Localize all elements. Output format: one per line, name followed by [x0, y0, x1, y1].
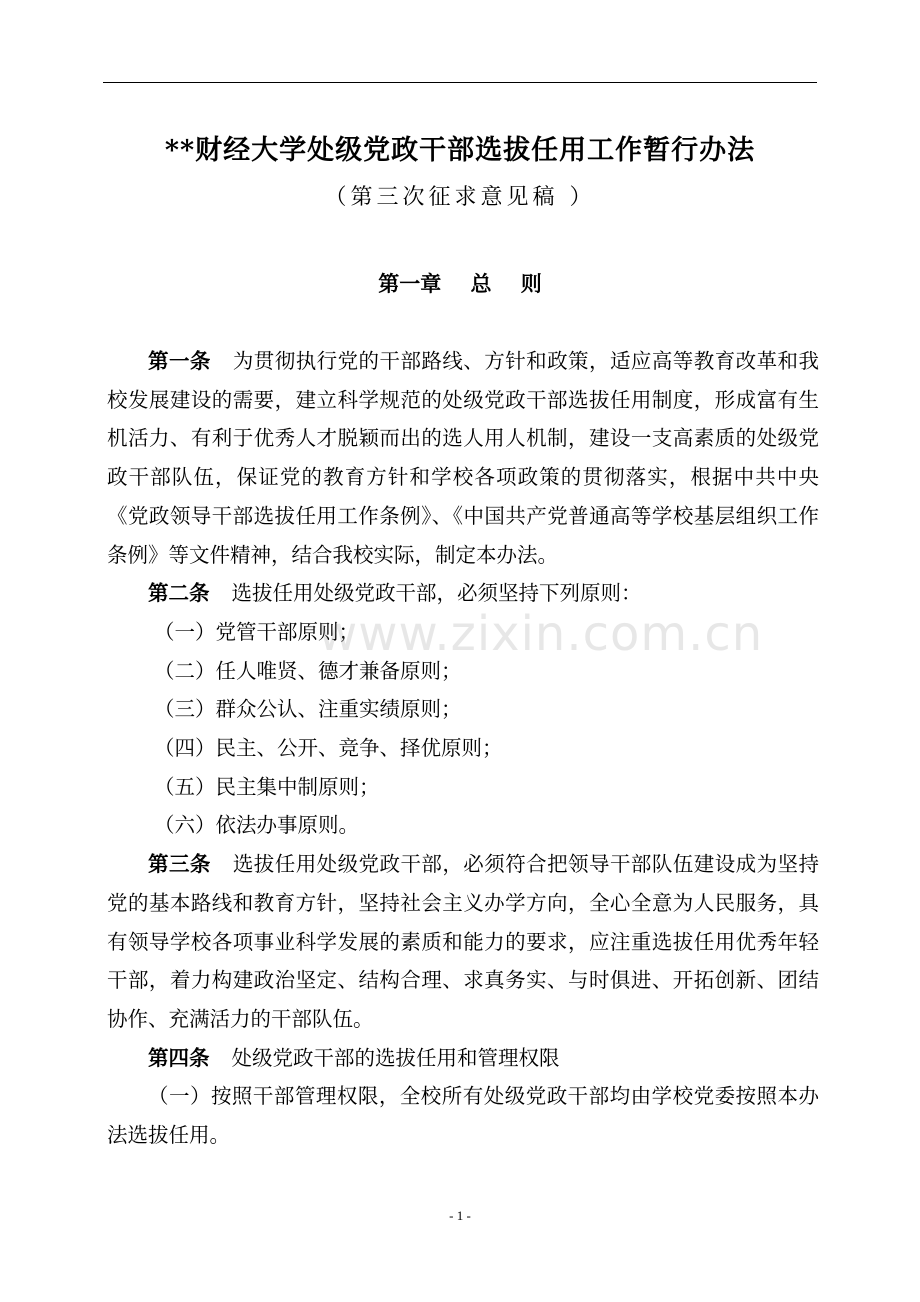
- article-2-item-5: （五）民主集中制原则；: [154, 774, 380, 799]
- article-4-item-1: （一）按照干部管理权限，全校所有处级党政干部均由学校党委按照本办法选拔任用。: [107, 1084, 819, 1148]
- header-rule: [103, 82, 817, 83]
- article-4-label: 第四条: [148, 1045, 210, 1070]
- article-1: [107, 342, 819, 574]
- article-2-item-2: （二）任人唯贤、德才兼备原则；: [154, 658, 462, 683]
- article-3: [107, 845, 819, 1039]
- article-1-text: 为贯彻执行党的干部路线、方针和政策，适应高等教育改革和我校发展建设的需要，建立科学规范的处级党政干部选拔任用制度，形成富有生机活力、有利于优秀人才脱颖而出的选人用人机制，建设一支高素质的处级党政干部队伍，保证党的教育方针和学校各项政策的贯彻落实，根据中共中央《党政领导干部选拔任用工作条例》、《中国共产党普通高等学校基层组织工作条例》等文件精神，结合我校实际，制定本办法。: [107, 349, 820, 567]
- article-4: [107, 1039, 819, 1078]
- document-subtitle: （第三次征求意见稿 ）: [324, 185, 596, 210]
- chapter-heading: 第一章 总 则: [378, 271, 542, 296]
- article-3-text: 选拔任用处级党政干部，必须符合把领导干部队伍建设成为坚持党的基本路线和教育方针，坚持社会主义办学方向，全心全意为人民服务，具有领导学校各项事业科学发展的素质和能力的要求，应注重选拔任用优秀年轻干部，着力构建政治坚定、结构合理、求真务实、与时俱进、开拓创新、团结协作、充满活力的干部队伍。: [107, 852, 820, 1031]
- article-2-item-1: （一）党管干部原则；: [154, 619, 359, 644]
- watermark: www.zixin.com.cn: [318, 606, 764, 662]
- document-body: [107, 342, 819, 1155]
- article-1-label: 第一条: [148, 349, 211, 373]
- article-2-item-6: （六）依法办事原则。: [154, 813, 359, 838]
- article-2-item-4: （四）民主、公开、竞争、择优原则；: [154, 736, 503, 761]
- document-title: **财经大学处级党政干部选拔任用工作暂行办法: [164, 135, 756, 166]
- article-2-label: 第二条: [148, 581, 210, 606]
- article-2-text: 选拔任用处级党政干部，必须坚持下列原则：: [231, 581, 642, 606]
- article-2-item-3: （三）群众公认、注重实绩原则；: [154, 697, 462, 722]
- article-4-text: 处级党政干部的选拔任用和管理权限: [231, 1045, 560, 1070]
- article-3-label: 第三条: [148, 852, 211, 877]
- page-number: - 1 -: [449, 1208, 471, 1223]
